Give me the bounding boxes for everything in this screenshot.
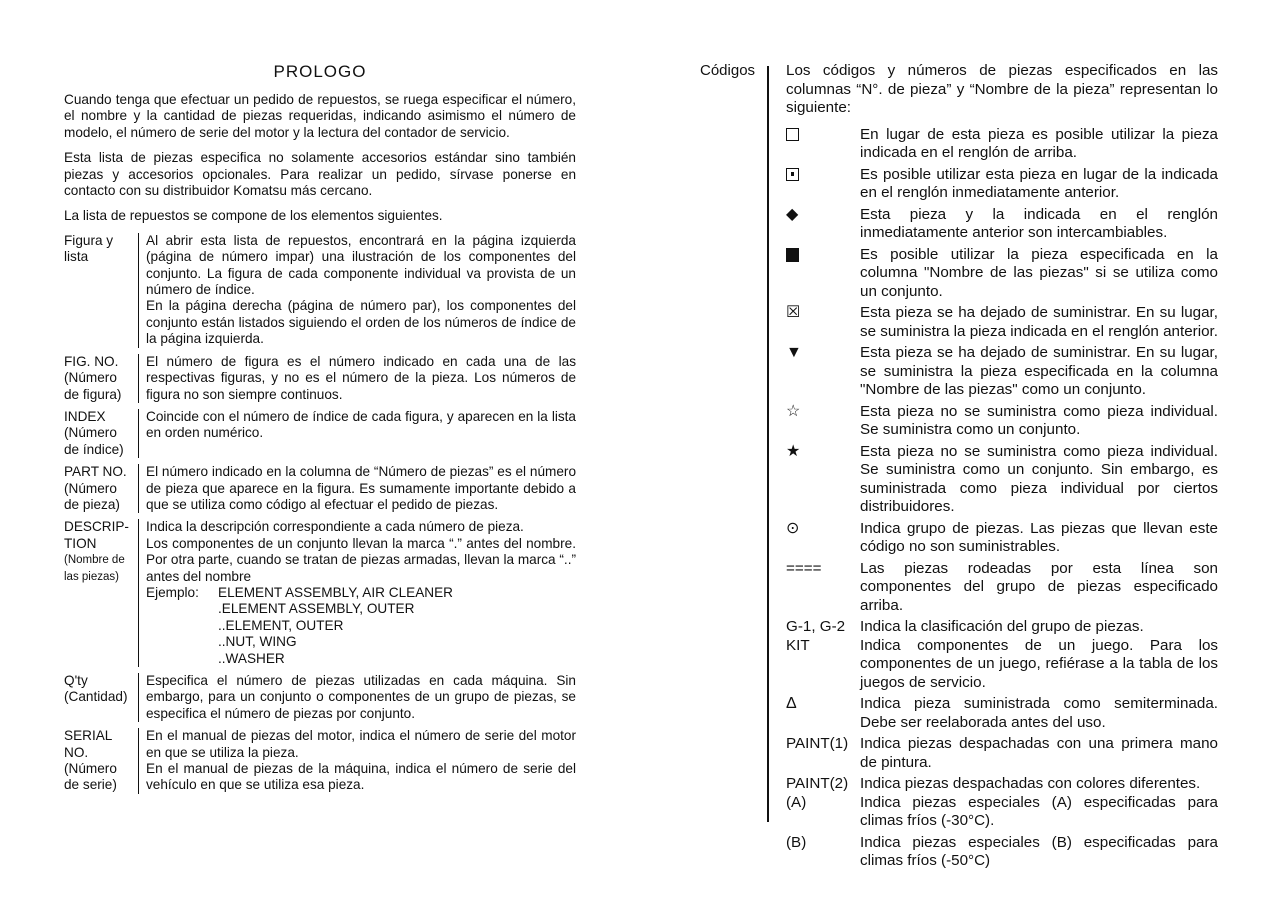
definition-fig-no <box>64 354 576 403</box>
circle-dot-icon: ⊙ <box>786 519 800 537</box>
code-row: (A) Indica piezas especiales (A) especificadas para climas fríos (-30°C). <box>786 793 1218 829</box>
crossed-square-icon: ☒ <box>786 304 801 321</box>
code-row: ⊙ Indica grupo de piezas. Las piezas que llevan este código no son suministrables. <box>786 519 1218 555</box>
filled-square-icon <box>786 248 799 262</box>
code-row: ☆ Esta pieza no se suministra como pieza individual. Se suministra como un conjunto. <box>786 402 1218 438</box>
definition-description: Al abrir esta lista de repuestos, encontrará en la página izquierda (página de número impar) una ilustración de los componentes del conjunto. La figura de cada componente individual va provista de un número de índice. En la página derecha (página de número par), los componentes del conjunto están listados siguiendo el orden de los números de índice de la página izquierda. <box>146 232 576 347</box>
code-row: ◆ Esta pieza y la indicada en el renglón inmediatamente anterior son intercambiables. <box>786 205 1218 241</box>
delta-icon: Δ <box>786 695 797 712</box>
code-row: G-1, G-2 Indica la clasificación del grupo de piezas. <box>786 618 1144 635</box>
page-title: PROLOGO <box>273 62 367 81</box>
hollow-star-icon: ☆ <box>786 402 801 420</box>
code-row: Δ Indica pieza suministrada como semiterminada. Debe ser reelaborada antes del uso. <box>786 695 1218 731</box>
intro-paragraph: Cuando tenga que efectuar un pedido de repuestos, se ruega especificar el número, el nombre y la cantidad de piezas requeridas, indicando asimismo el número de modelo, el número de serie del motor y la lectura del contador de servicio. <box>64 92 576 140</box>
definition-description: Coincide con el número de índice de cada figura, y aparecen en la lista en orden numérico. <box>146 408 576 441</box>
code-row: Es posible utilizar esta pieza en lugar de la indicada en el renglón inmediatamente anterior. <box>786 166 1218 203</box>
code-row: ==== Las piezas rodeadas por esta línea son componentes del grupo de piezas especificado arriba. <box>786 559 1218 614</box>
code-symbol: KIT <box>786 636 810 654</box>
code-row: En lugar de esta pieza es posible utilizar la pieza indicada en el renglón de arriba. <box>786 126 1218 163</box>
example-lines: ELEMENT ASSEMBLY, AIR CLEANER .ELEMENT ASSEMBLY, OUTER ..ELEMENT, OUTER ..NUT, WING ..WASHER <box>218 584 453 666</box>
codes-intro: Los códigos y números de piezas especificados en las columnas “N°. de pieza” y “Nombre de la pieza” representan lo siguiente: <box>786 62 1218 116</box>
down-triangle-icon: ▼ <box>786 344 802 361</box>
code-symbol: (A) <box>786 793 807 811</box>
definition-term: DESCRIP-TION (Nombre de las piezas) <box>64 519 139 667</box>
definition-term: Figura y lista <box>64 233 139 348</box>
example-block: Ejemplo: ELEMENT ASSEMBLY, AIR CLEANER .ELEMENT ASSEMBLY, OUTER ..ELEMENT, OUTER ..NUT, WING ..WASHER <box>146 584 453 666</box>
code-row: ☒ Esta pieza se ha dejado de suministrar. En su lugar, se suministra la pieza indicada en el renglón anterior. <box>786 304 1218 340</box>
codes-heading: Códigos <box>700 62 756 79</box>
definition-description: Indica la descripción correspondiente a cada número de pieza. Los componentes de un conjunto llevan la marca “.” antes del nombre. Por otra parte, cuando se tratan de piezas armadas, llevan la marca “..” antes del nombre Ejemplo: ELEMENT ASSEMBLY, AIR CLEANER .ELEMENT ASSEMBLY, OUTER ..ELEMENT, OUTER ..NUT, WING ..WASHER <box>146 519 576 666</box>
diamond-icon: ◆ <box>786 205 799 223</box>
code-symbol: (B) <box>786 833 807 851</box>
codes-list <box>786 62 1218 874</box>
optional-parts-paragraph: Esta lista de piezas especifica no solamente accesorios estándar sino también piezas y accesorios opcionales. Para realizar un pedido, sírvase ponerse en contacto con su distribuidor Komatsu más cercano. <box>64 150 576 199</box>
code-row: KIT Indica componentes de un juego. Para los componentes de un juego, refiérase a la tabla de los juegos de servicio. <box>786 636 1218 691</box>
code-row: Es posible utilizar la pieza especificada en la columna "Nombre de las piezas" si se utiliza como un conjunto. <box>786 246 1218 302</box>
vertical-divider <box>767 66 769 822</box>
definition-qty <box>64 673 576 722</box>
code-symbol: PAINT(2) <box>786 775 849 792</box>
left-page <box>64 62 576 800</box>
code-symbol: PAINT(1) <box>786 735 849 752</box>
definition-term: INDEX (Número de índice) <box>64 409 139 458</box>
dotted-square-icon <box>786 168 799 181</box>
definition-part-no <box>64 464 576 513</box>
empty-square-icon <box>786 128 799 141</box>
code-row: (B) Indica piezas especiales (B) especificadas para climas fríos (-50°C) <box>786 833 1218 869</box>
definition-serial-no <box>64 728 576 794</box>
definition-term: PART NO. (Número de pieza) <box>64 464 139 513</box>
definition-term: FIG. NO. (Número de figura) <box>64 354 139 403</box>
definition-description: En el manual de piezas del motor, indica el número de serie del motor en que se utiliza la pieza. En el manual de piezas de la máquina, indica el número de serie del vehículo en que se utiliza esa pieza. <box>146 728 576 793</box>
list-elements-paragraph: La lista de repuestos se compone de los elementos siguientes. <box>64 208 443 224</box>
code-row: PAINT(1) Indica piezas despachadas con una primera mano de pintura. <box>786 735 1218 771</box>
code-row: ★ Esta pieza no se suministra como pieza individual. Se suministra como un conjunto. Sin embargo, es suministrada como pieza individual por ciertos distribuidores. <box>786 442 1218 515</box>
definition-figura <box>64 233 576 348</box>
definition-index <box>64 409 576 458</box>
double-line-icon: ==== <box>786 559 822 577</box>
definition-description: El número de figura es el número indicado en cada una de las respectivas figuras, y no es el número de la pieza. Los números de figura no son siempre continuos. <box>146 353 576 402</box>
code-symbol: G-1, G-2 <box>786 618 846 635</box>
definition-list <box>64 233 576 794</box>
code-row: PAINT(2) Indica piezas despachadas con colores diferentes. <box>786 775 1201 792</box>
definition-description-field <box>64 519 576 667</box>
code-row: ▼ Esta pieza se ha dejado de suministrar. En su lugar, se suministra la pieza especificada en la columna "Nombre de las piezas" como un conjunto. <box>786 344 1218 398</box>
definition-description: El número indicado en la columna de “Número de piezas” es el número de pieza que aparece en la figura. Es sumamente importante debido a que se utiliza como código al efectuar el pedido de piezas. <box>146 464 576 512</box>
definition-term: Q'ty (Cantidad) <box>64 673 139 722</box>
definition-term: SERIAL NO. (Número de serie) <box>64 728 139 794</box>
filled-star-icon: ★ <box>786 442 801 460</box>
definition-description: Especifica el número de piezas utilizadas en cada máquina. Sin embargo, para un conjunto o componentes de un grupo de piezas, se especifica el número de piezas por conjunto. <box>146 673 576 721</box>
